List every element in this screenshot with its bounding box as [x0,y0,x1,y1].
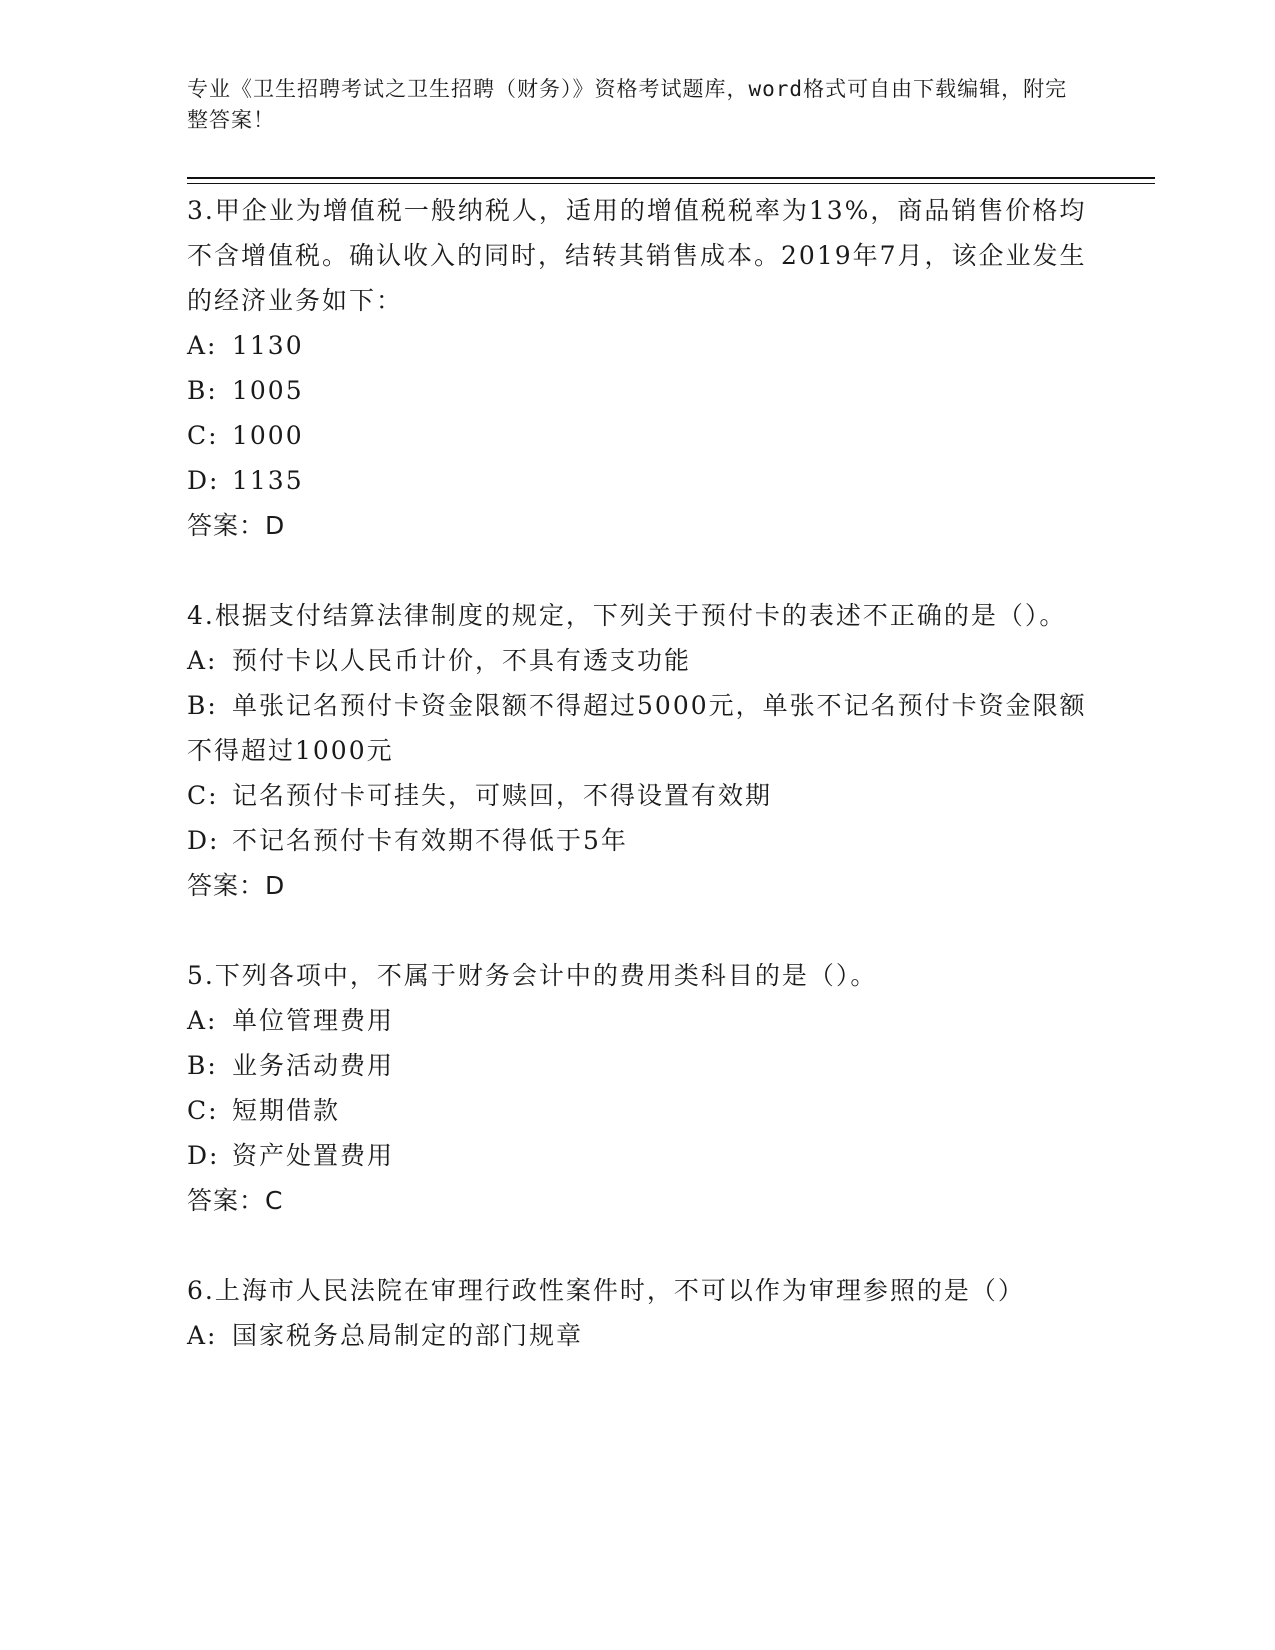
option-letter: A: [187,646,218,675]
question-6 [187,1268,1087,1358]
option-letter: D: [187,826,220,855]
question-stem: 4.根据支付结算法律制度的规定，下列关于预付卡的表述不正确的是（）。 [187,601,1067,630]
option-text: 资产处置费用 [232,1141,395,1170]
option-text: 不记名预付卡有效期不得低于5年 [232,826,628,855]
option-a [187,323,1087,368]
option-c [187,1088,1087,1133]
option-letter: B: [187,1051,218,1080]
option-text: 单张记名预付卡资金限额不得超过5000元，单张不记名预付卡资金限额不得超过1000元 [187,691,1087,765]
option-letter: C: [187,781,219,810]
option-a [187,1313,1087,1358]
question-spacer [187,908,1087,953]
option-text: 1000 [232,421,304,450]
option-d [187,458,1087,503]
option-letter: C: [187,421,219,450]
question-5 [187,953,1087,1223]
question-spacer [187,548,1087,593]
option-letter: A: [187,1006,218,1035]
document-header: 专业《卫生招聘考试之卫生招聘（财务）》资格考试题库，word格式可自由下载编辑，附完整答案！ [187,77,1068,132]
option-b [187,368,1087,413]
option-text: 记名预付卡可挂失，可赎回，不得设置有效期 [232,781,773,810]
question-stem: 6.上海市人民法院在审理行政性案件时，不可以作为审理参照的是（） [187,1276,1025,1305]
option-text: 单位管理费用 [232,1006,395,1035]
header-divider-thick [187,177,1155,179]
option-text: 短期借款 [232,1096,341,1125]
option-c [187,773,1087,818]
header-divider-thin [187,183,1155,184]
option-letter: D: [187,1141,220,1170]
option-a [187,638,1087,683]
option-c [187,413,1087,458]
option-b [187,1043,1087,1088]
question-4 [187,593,1087,908]
option-text: 1005 [232,376,304,405]
question-3 [187,188,1087,548]
option-letter: A: [187,1321,218,1350]
option-letter: A: [187,331,218,360]
option-letter: B: [187,691,218,720]
answer-label: 答案：C [187,1186,284,1215]
option-letter: B: [187,376,218,405]
option-letter: D: [187,466,220,495]
answer-label: 答案：D [187,871,286,900]
option-text: 1135 [232,466,304,495]
option-text: 业务活动费用 [232,1051,395,1080]
option-d [187,818,1087,863]
option-b [187,683,1087,773]
question-list [187,188,1087,1358]
option-text: 国家税务总局制定的部门规章 [232,1321,584,1350]
option-letter: C: [187,1096,219,1125]
option-d [187,1133,1087,1178]
option-text: 预付卡以人民币计价，不具有透支功能 [232,646,692,675]
option-a [187,998,1087,1043]
question-stem: 5.下列各项中，不属于财务会计中的费用类科目的是（）。 [187,961,878,990]
answer-label: 答案：D [187,511,286,540]
option-text: 1130 [232,331,304,360]
question-stem: 3.甲企业为增值税一般纳税人，适用的增值税税率为13%，商品销售价格均不含增值税。确认收入的同时，结转其销售成本。2019年7月，该企业发生的经济业务如下： [187,196,1087,315]
question-spacer [187,1223,1087,1268]
